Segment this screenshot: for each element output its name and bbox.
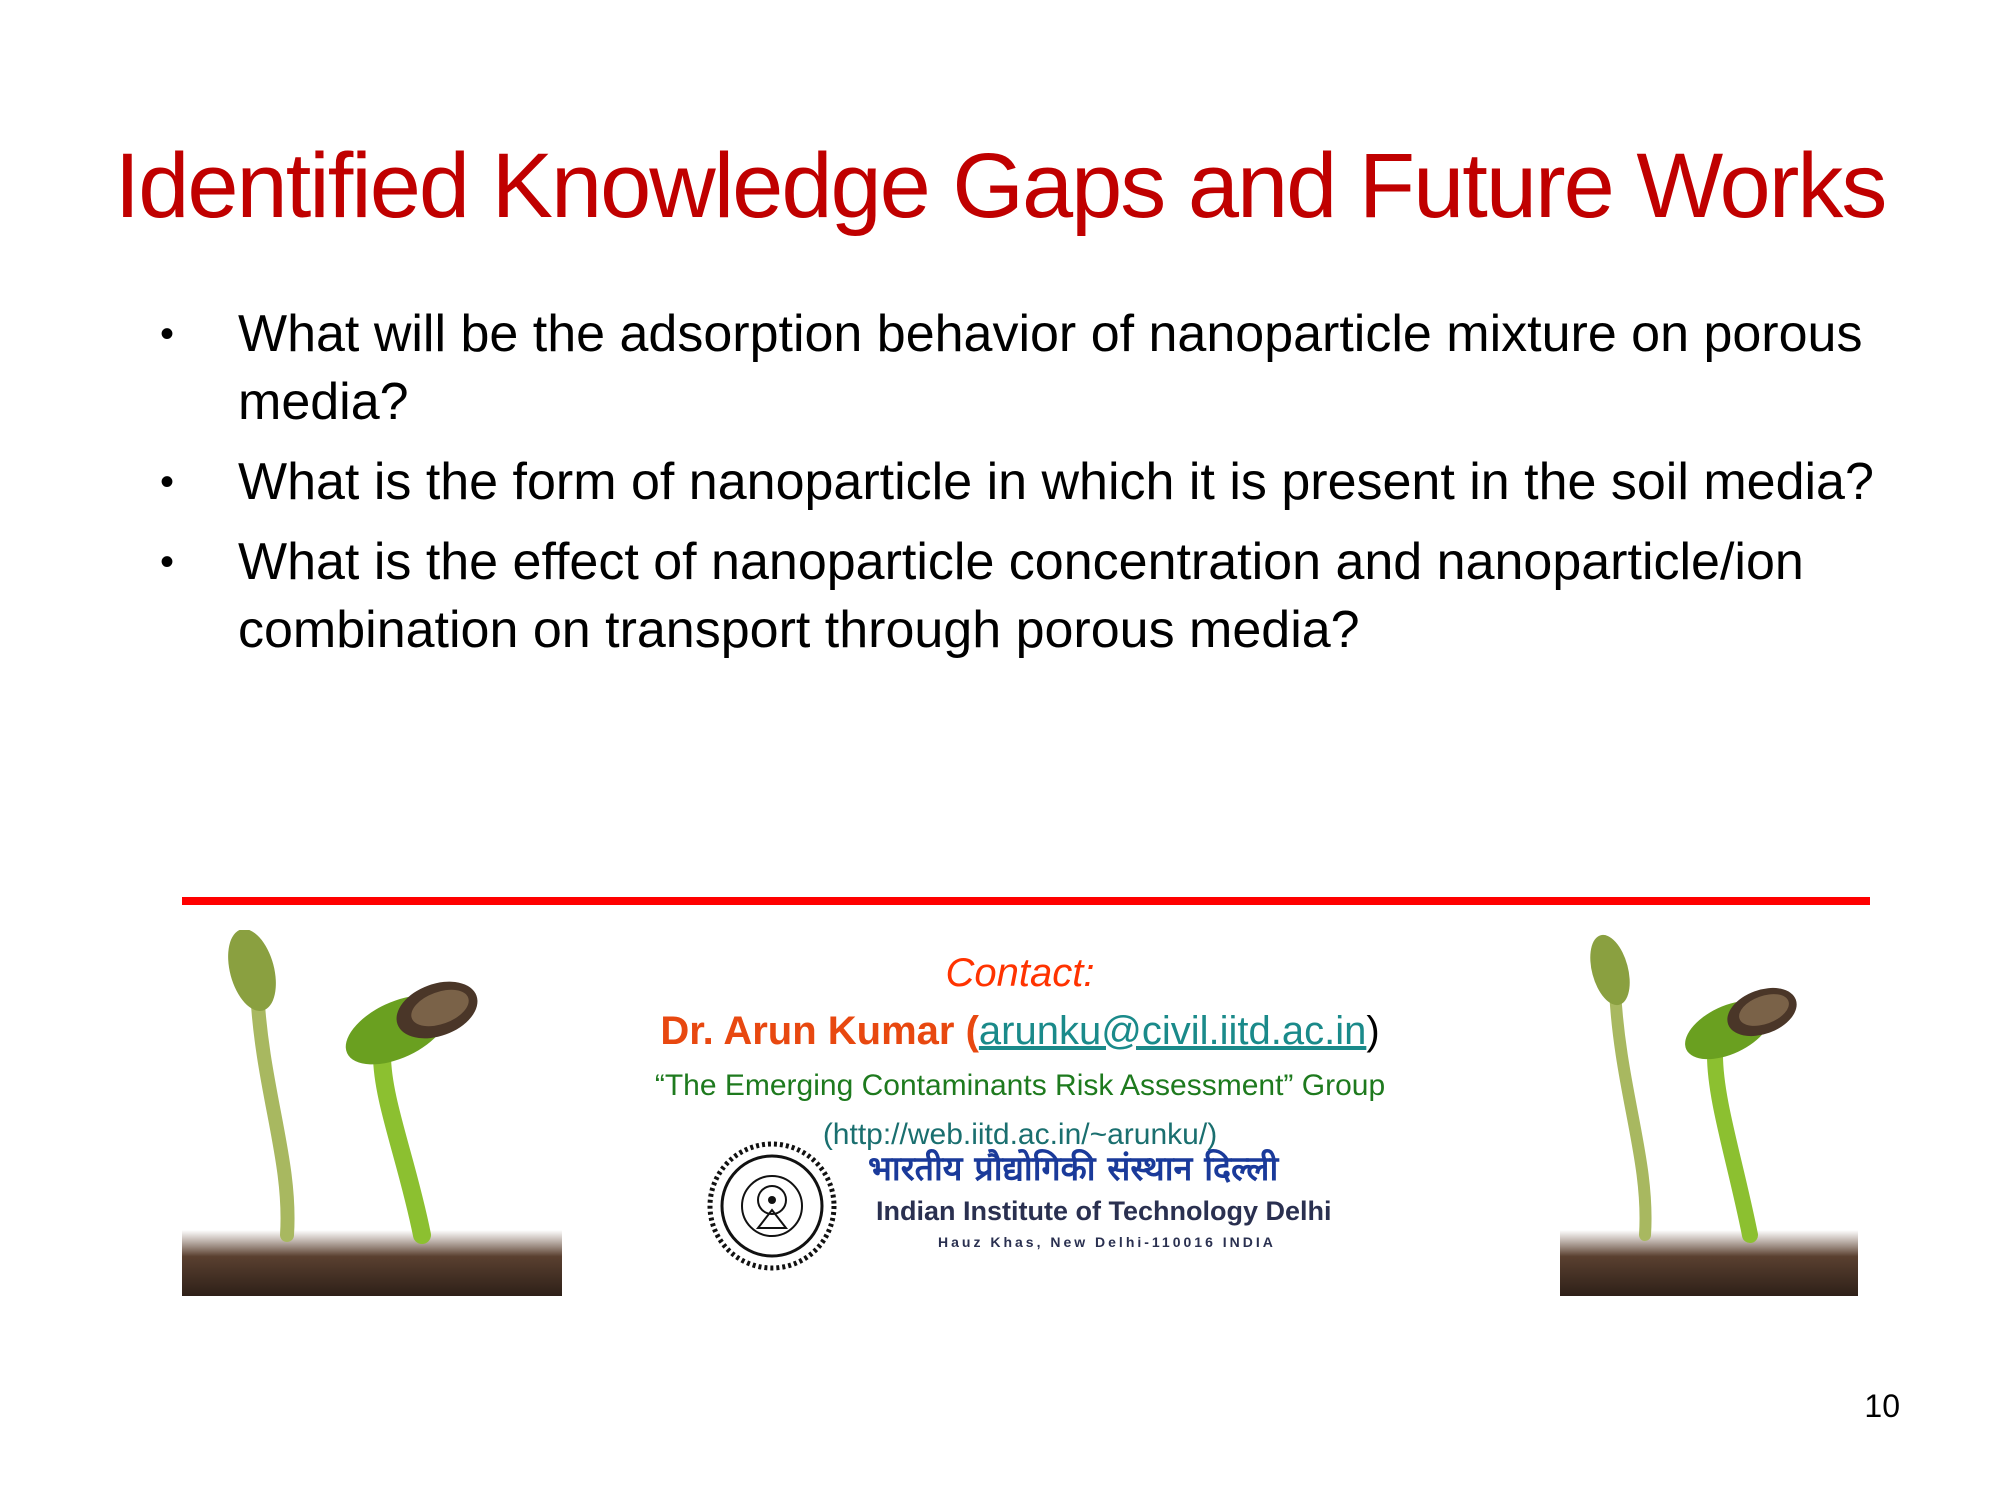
bullet-text: What is the effect of nanoparticle concentration and nanoparticle/ion combination on transport through porous media? xyxy=(238,533,1804,659)
slide-title: Identified Knowledge Gaps and Future Works xyxy=(114,135,1886,237)
bullet-text: What is the form of nanoparticle in which it is present in the soil media? xyxy=(238,453,1874,511)
bullet-marker: • xyxy=(160,540,175,584)
bullet-item xyxy=(150,300,1910,436)
institute-address: Hauz Khas, New Delhi-110016 INDIA xyxy=(938,1234,1276,1250)
group-name: “The Emerging Contaminants Risk Assessment” Group xyxy=(654,1069,1386,1102)
page-number: 10 xyxy=(1864,1388,1900,1424)
bullet-marker: • xyxy=(160,312,175,356)
bullet-marker: • xyxy=(160,460,175,504)
contact-block xyxy=(500,945,1540,1159)
open-paren: ( xyxy=(965,1009,979,1053)
contact-name-line xyxy=(500,1001,1540,1061)
contact-email-link[interactable]: arunku@civil.iitd.ac.in xyxy=(978,1009,1367,1053)
divider-line xyxy=(182,897,1870,905)
bullet-text: What will be the adsorption behavior of nanoparticle mixture on porous media? xyxy=(238,305,1863,431)
iitd-seal-icon xyxy=(706,1140,838,1272)
close-paren: ) xyxy=(1366,1009,1380,1053)
contact-name: Dr. Arun Kumar xyxy=(660,1009,955,1053)
bullet-item xyxy=(150,448,1910,516)
bullet-item xyxy=(150,528,1910,664)
sprout-image-right xyxy=(1560,930,1858,1296)
institute-name-hindi: भारतीय प्रौद्योगिकी संस्थान दिल्ली xyxy=(868,1149,1279,1189)
iitd-logo-block xyxy=(706,1140,1346,1270)
institute-name-english: Indian Institute of Technology Delhi xyxy=(876,1196,1332,1226)
contact-label: Contact: xyxy=(945,951,1095,995)
bullet-list xyxy=(150,300,1910,676)
group-url: (http://web.iitd.ac.in/~arunku/) xyxy=(822,1118,1218,1151)
